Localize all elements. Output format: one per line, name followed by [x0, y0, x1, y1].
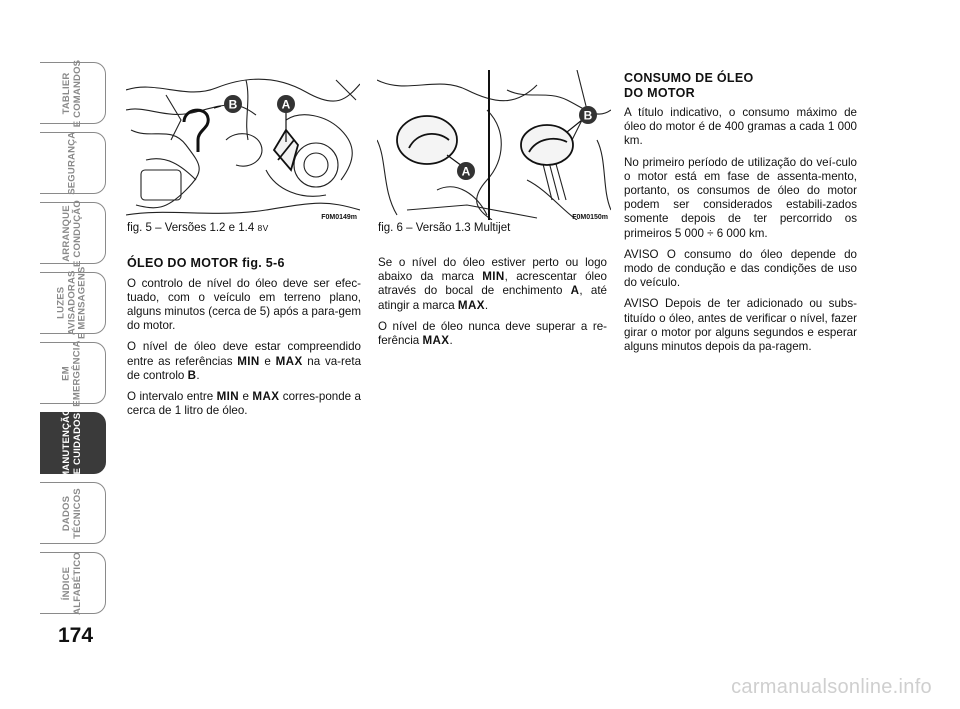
tab-label: MANUTENÇÃO: [61, 407, 73, 479]
paragraph: O nível de óleo nunca deve superar a re-ferência MAX.: [378, 319, 607, 348]
tab-label: ARRANQUE: [61, 204, 73, 262]
tab-label: SEGURANÇA: [66, 131, 78, 195]
tab-label: E CUIDADOS: [71, 412, 83, 474]
marker-a-label: A: [281, 97, 291, 112]
tab-label: TABLIER: [61, 72, 73, 114]
tab-label: ÍNDICE: [60, 566, 72, 600]
column-oil-topup: [378, 256, 607, 355]
tab-label: E MENSAGENS: [76, 266, 88, 340]
column-oil-consumption: [624, 71, 857, 361]
paragraph: O nível de óleo deve estar compreendido entre as referências MIN e MAX na va-reta de controlo B.: [127, 340, 362, 382]
tab-seguranca[interactable]: [40, 132, 106, 194]
tab-label: LUZES: [55, 286, 67, 320]
tab-label: E CONDUÇÃO: [71, 199, 83, 267]
tab-indice-alfabetico[interactable]: [40, 552, 106, 614]
figure-5-caption: [127, 222, 269, 234]
page-number: 174: [58, 624, 94, 647]
paragraph: AVISO Depois de ter adicionado ou subs-tituído o óleo, antes de verificar o nível, fazer girar o motor por alguns segundos e esperar alguns minutos depois da pa-ragem.: [624, 297, 857, 354]
tab-luzes-avisadoras[interactable]: [40, 266, 106, 340]
section-heading: ÓLEO DO MOTOR fig. 5-6: [127, 256, 285, 270]
tab-label: AVISADORAS: [66, 270, 78, 336]
caption-text: fig. 5 – Versões 1.2 e 1.4: [127, 222, 255, 234]
tab-arranque-conducao[interactable]: [40, 199, 106, 267]
watermark: carmanualsonline.info: [731, 676, 932, 698]
section-heading: CONSUMO DE ÓLEO DO MOTOR: [624, 71, 754, 100]
tab-label: ALFABÉTICO: [71, 551, 83, 615]
figure-code: F0M0149m: [321, 214, 357, 220]
marker-a-label: A: [461, 164, 471, 179]
engine-illustration: [126, 70, 360, 220]
tab-label: DADOS: [61, 495, 72, 531]
tab-label: E COMANDOS: [71, 59, 83, 127]
paragraph: O controlo de nível do óleo deve ser efec-tuado, com o veículo em terreno plano, alguns minutos (cerca de 5) após a para-gem do motor.: [127, 276, 361, 333]
column-oil-level: [127, 256, 361, 425]
tab-label: TÉCNICOS: [71, 487, 83, 539]
caption-suffix: 8V: [257, 223, 269, 233]
paragraph: Se o nível do óleo estiver perto ou logo abaixo da marca MIN, acrescentar óleo através do bocal de enchimento A, até atingir a marca MAX.: [378, 256, 608, 312]
figure-6-engine-filler-cap: [377, 70, 611, 220]
paragraph: AVISO O consumo do óleo depende do modo de condução e das condições de uso do veículo.: [624, 247, 857, 290]
figure-code: F0M0150m: [572, 214, 608, 220]
marker-b-label: B: [583, 108, 593, 123]
paragraph: No primeiro período de utilização do veí-culo o motor está em fase de assenta-mento, portanto, os consumos de óleo do motor podem ser considerados estabili-zados somente depois de ter percorrido os primeiros 5 000 ÷ 6 000 km.: [624, 155, 857, 240]
figure-5-engine-dipstick: [126, 70, 360, 220]
engine-illustration: [377, 70, 611, 220]
marker-b-label: B: [228, 97, 238, 112]
tab-tablier-comandos[interactable]: [40, 59, 106, 127]
figure-6-caption: fig. 6 – Versão 1.3 Multijet: [378, 222, 511, 234]
tab-dados-tecnicos[interactable]: [40, 482, 106, 544]
paragraph: A título indicativo, o consumo máximo de óleo do motor é de 400 gramas a cada 1 000 km.: [624, 106, 857, 148]
tab-label: EMERGÊNCIA: [71, 339, 83, 407]
tab-emergencia[interactable]: [40, 339, 106, 407]
tab-manutencao-cuidados[interactable]: [40, 407, 106, 479]
tab-label: EM: [61, 365, 72, 381]
paragraph: O intervalo entre MIN e MAX corres-ponde a cerca de 1 litro de óleo.: [127, 389, 362, 418]
